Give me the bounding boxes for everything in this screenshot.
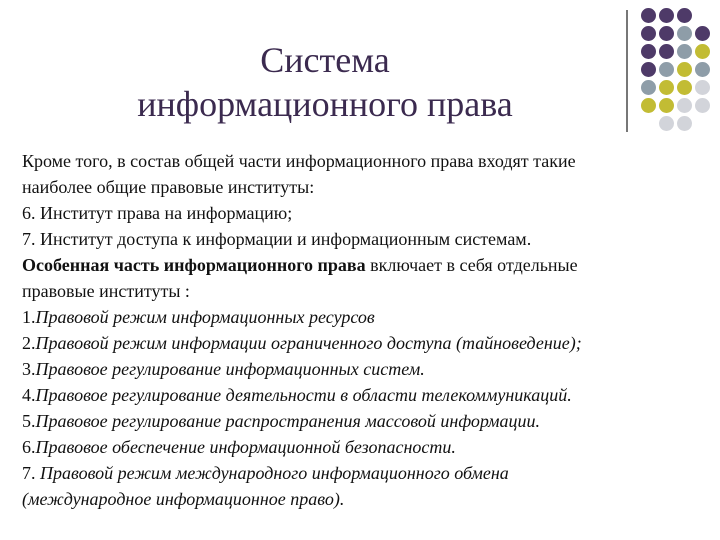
- special-part-heading: Особенная часть информационного права: [22, 255, 366, 275]
- decorative-dot: [659, 26, 674, 41]
- list-item-continuation: (международное информационное право).: [22, 489, 345, 509]
- decorative-dot: [695, 26, 710, 41]
- slide-title: [60, 38, 590, 126]
- list-item: [22, 356, 712, 382]
- decorative-dot: [659, 8, 674, 23]
- list-item: [22, 434, 712, 460]
- decorative-dot: [677, 116, 692, 131]
- body-line: [22, 252, 712, 278]
- decorative-dot: [695, 62, 710, 77]
- list-item: [22, 330, 712, 356]
- list-item-number: 1.: [22, 307, 36, 327]
- decorative-dot: [641, 44, 656, 59]
- list-item-text: Правовое регулирование информационных систем.: [35, 359, 425, 379]
- list-item-text: Правовое обеспечение информационной безопасности.: [35, 437, 456, 457]
- list-item: [22, 460, 712, 486]
- list-item: [22, 408, 712, 434]
- decorative-dot: [641, 62, 656, 77]
- body-text: включает в себя отдельные: [365, 255, 578, 275]
- decorative-dot: [659, 98, 674, 113]
- list-item: [22, 382, 712, 408]
- body-line: 7. Институт доступа к информации и информационным системам.: [22, 229, 532, 249]
- decorative-dot-grid: [641, 8, 710, 131]
- slide-body: [22, 148, 712, 512]
- list-item-number: 4.: [22, 385, 36, 405]
- decorative-dot: [695, 44, 710, 59]
- decorative-dot: [677, 44, 692, 59]
- decorative-dot: [695, 98, 710, 113]
- list-item-text: Правовое регулирование распространения массовой информации.: [35, 411, 540, 431]
- list-item-text: Правовой режим информационных ресурсов: [35, 307, 375, 327]
- decorative-dot: [659, 116, 674, 131]
- decorative-dot: [677, 8, 692, 23]
- list-item: [22, 304, 712, 330]
- decorative-dot: [677, 62, 692, 77]
- decorative-dot: [641, 26, 656, 41]
- decorative-dot: [641, 8, 656, 23]
- list-item-text: Правовой режим международного информационного обмена: [40, 463, 509, 483]
- decorative-divider: [626, 10, 628, 132]
- title-line-2: информационного права: [137, 84, 513, 124]
- list-item-number: 6.: [22, 437, 36, 457]
- title-line-1: Система: [260, 40, 390, 80]
- list-item-number: 7.: [22, 463, 40, 483]
- list-item-number: 5.: [22, 411, 36, 431]
- decorative-dot: [677, 80, 692, 95]
- body-line: наиболее общие правовые институты:: [22, 177, 315, 197]
- body-line: правовые институты :: [22, 281, 190, 301]
- decorative-dot: [641, 80, 656, 95]
- decorative-dot: [695, 80, 710, 95]
- decorative-dot: [659, 62, 674, 77]
- decorative-dot: [677, 26, 692, 41]
- decorative-dot: [641, 98, 656, 113]
- list-item-number: 2.: [22, 333, 36, 353]
- list-item-text: Правовой режим информации ограниченного доступа (тайноведение);: [35, 333, 582, 353]
- decorative-dot: [659, 44, 674, 59]
- list-item-text: Правовое регулирование деятельности в области телекоммуникаций.: [35, 385, 572, 405]
- decorative-dot: [677, 98, 692, 113]
- decorative-dot: [659, 80, 674, 95]
- body-line: Кроме того, в состав общей части информационного права входят такие: [22, 151, 576, 171]
- body-line: 6. Институт права на информацию;: [22, 203, 293, 223]
- list-item-number: 3.: [22, 359, 36, 379]
